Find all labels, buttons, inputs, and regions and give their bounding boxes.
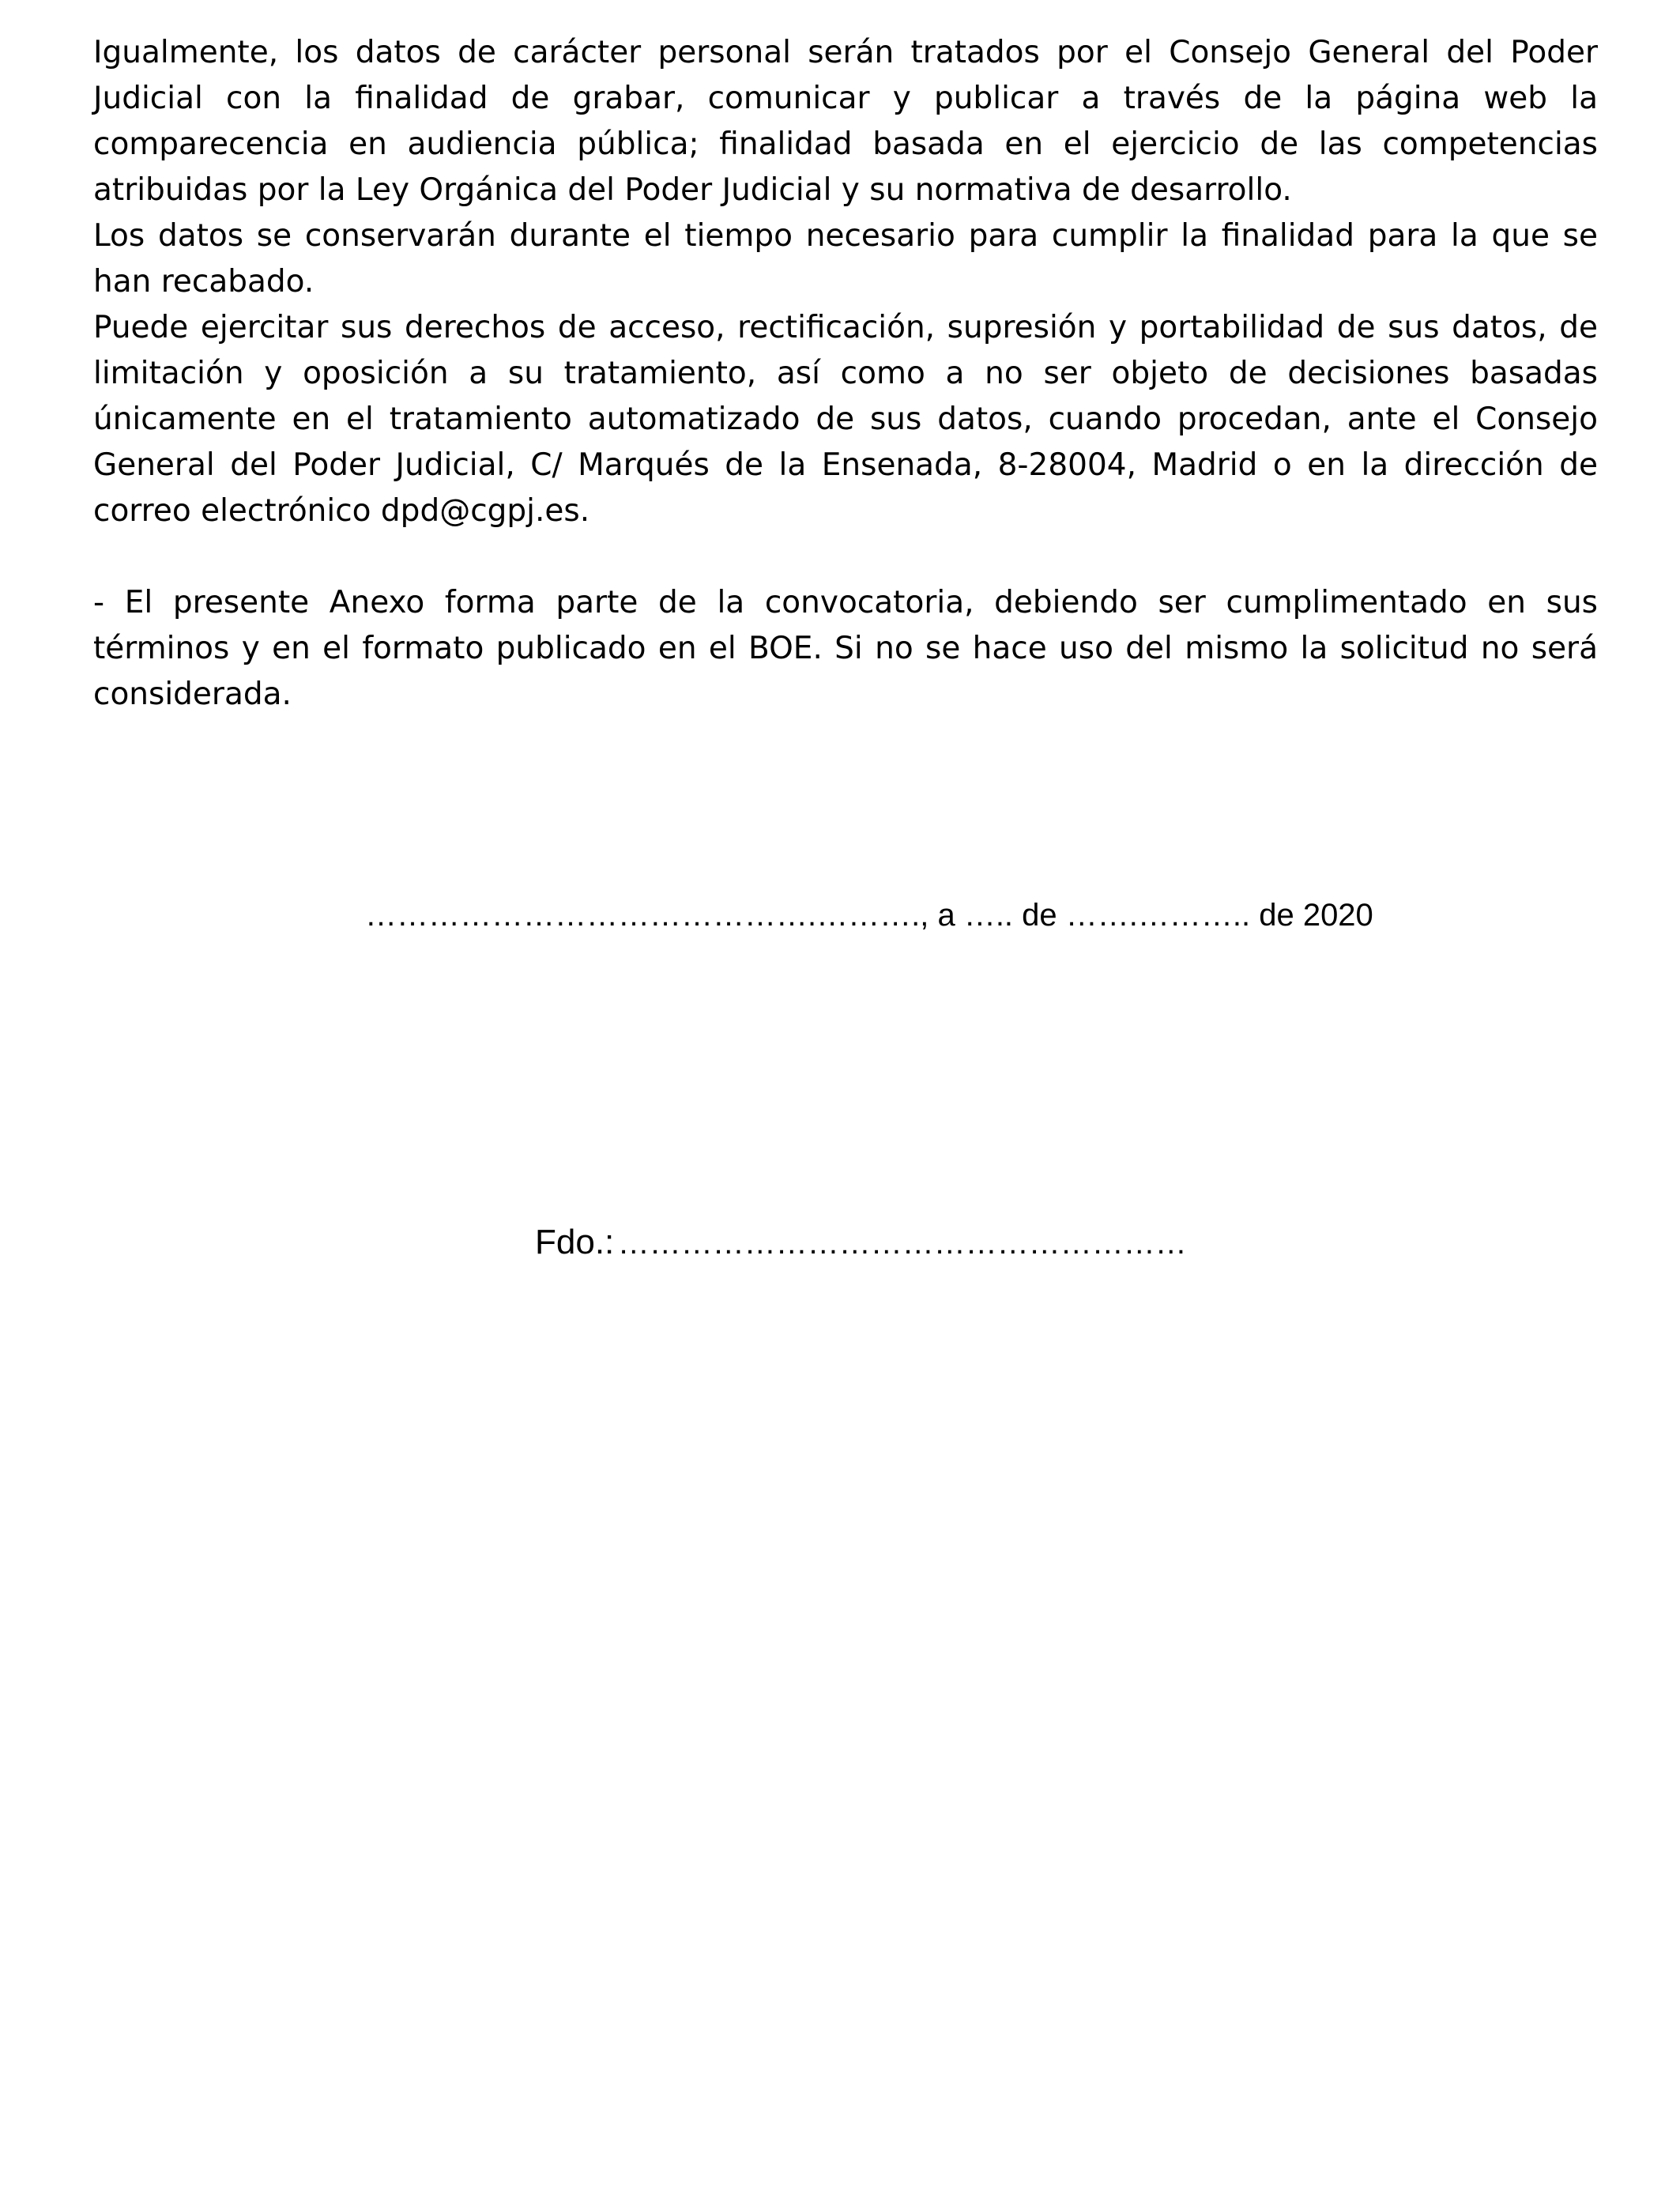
paragraph-data-retention: Los datos se conservarán durante el tiempo necesario para cumplir la finalidad para la que se han recabado. (93, 218, 1598, 300)
signature-blank: ……………………………………………… (617, 1226, 1187, 1261)
paragraph-rights: Puede ejercitar sus derechos de acceso, rectificación, supresión y portabilidad de sus datos, de limitación y oposición a su tratamiento, así como a no ser objeto de decisiones basadas únicamente en el tratamiento automatizado de sus datos, cuando procedan, ante el Consejo General del Poder Judicial, C/ Marqués de la Ensenada, 8-28004, Madrid o en la dirección de correo electrónico dpd@cgpj.es. (93, 310, 1598, 529)
signature-line (535, 1219, 1325, 1274)
signature-label: Fdo.: (535, 1223, 615, 1261)
paragraph-data-processing: Igualmente, los datos de carácter personal serán tratados por el Consejo General del Poder Judicial con la finalidad de grabar, comunicar y publicar a través de la página web la comparecencia en audiencia pública; finalidad basada en el ejercicio de las competencias atribuidas por la Ley Orgánica del Poder Judicial y su normativa de desarrollo. (93, 35, 1598, 208)
document-body (93, 30, 1598, 718)
paragraph-spacer (93, 534, 1598, 580)
place-date-line: …………………………………….………., a ….. de …….……….. de 2020 (365, 898, 1373, 933)
paragraph-annex-note: - El presente Anexo forma parte de la convocatoria, debiendo ser cumplimentado en sus términos y en el formato publicado en el BOE. Si no se hace uso del mismo la solicitud no será considerada. (93, 585, 1598, 712)
